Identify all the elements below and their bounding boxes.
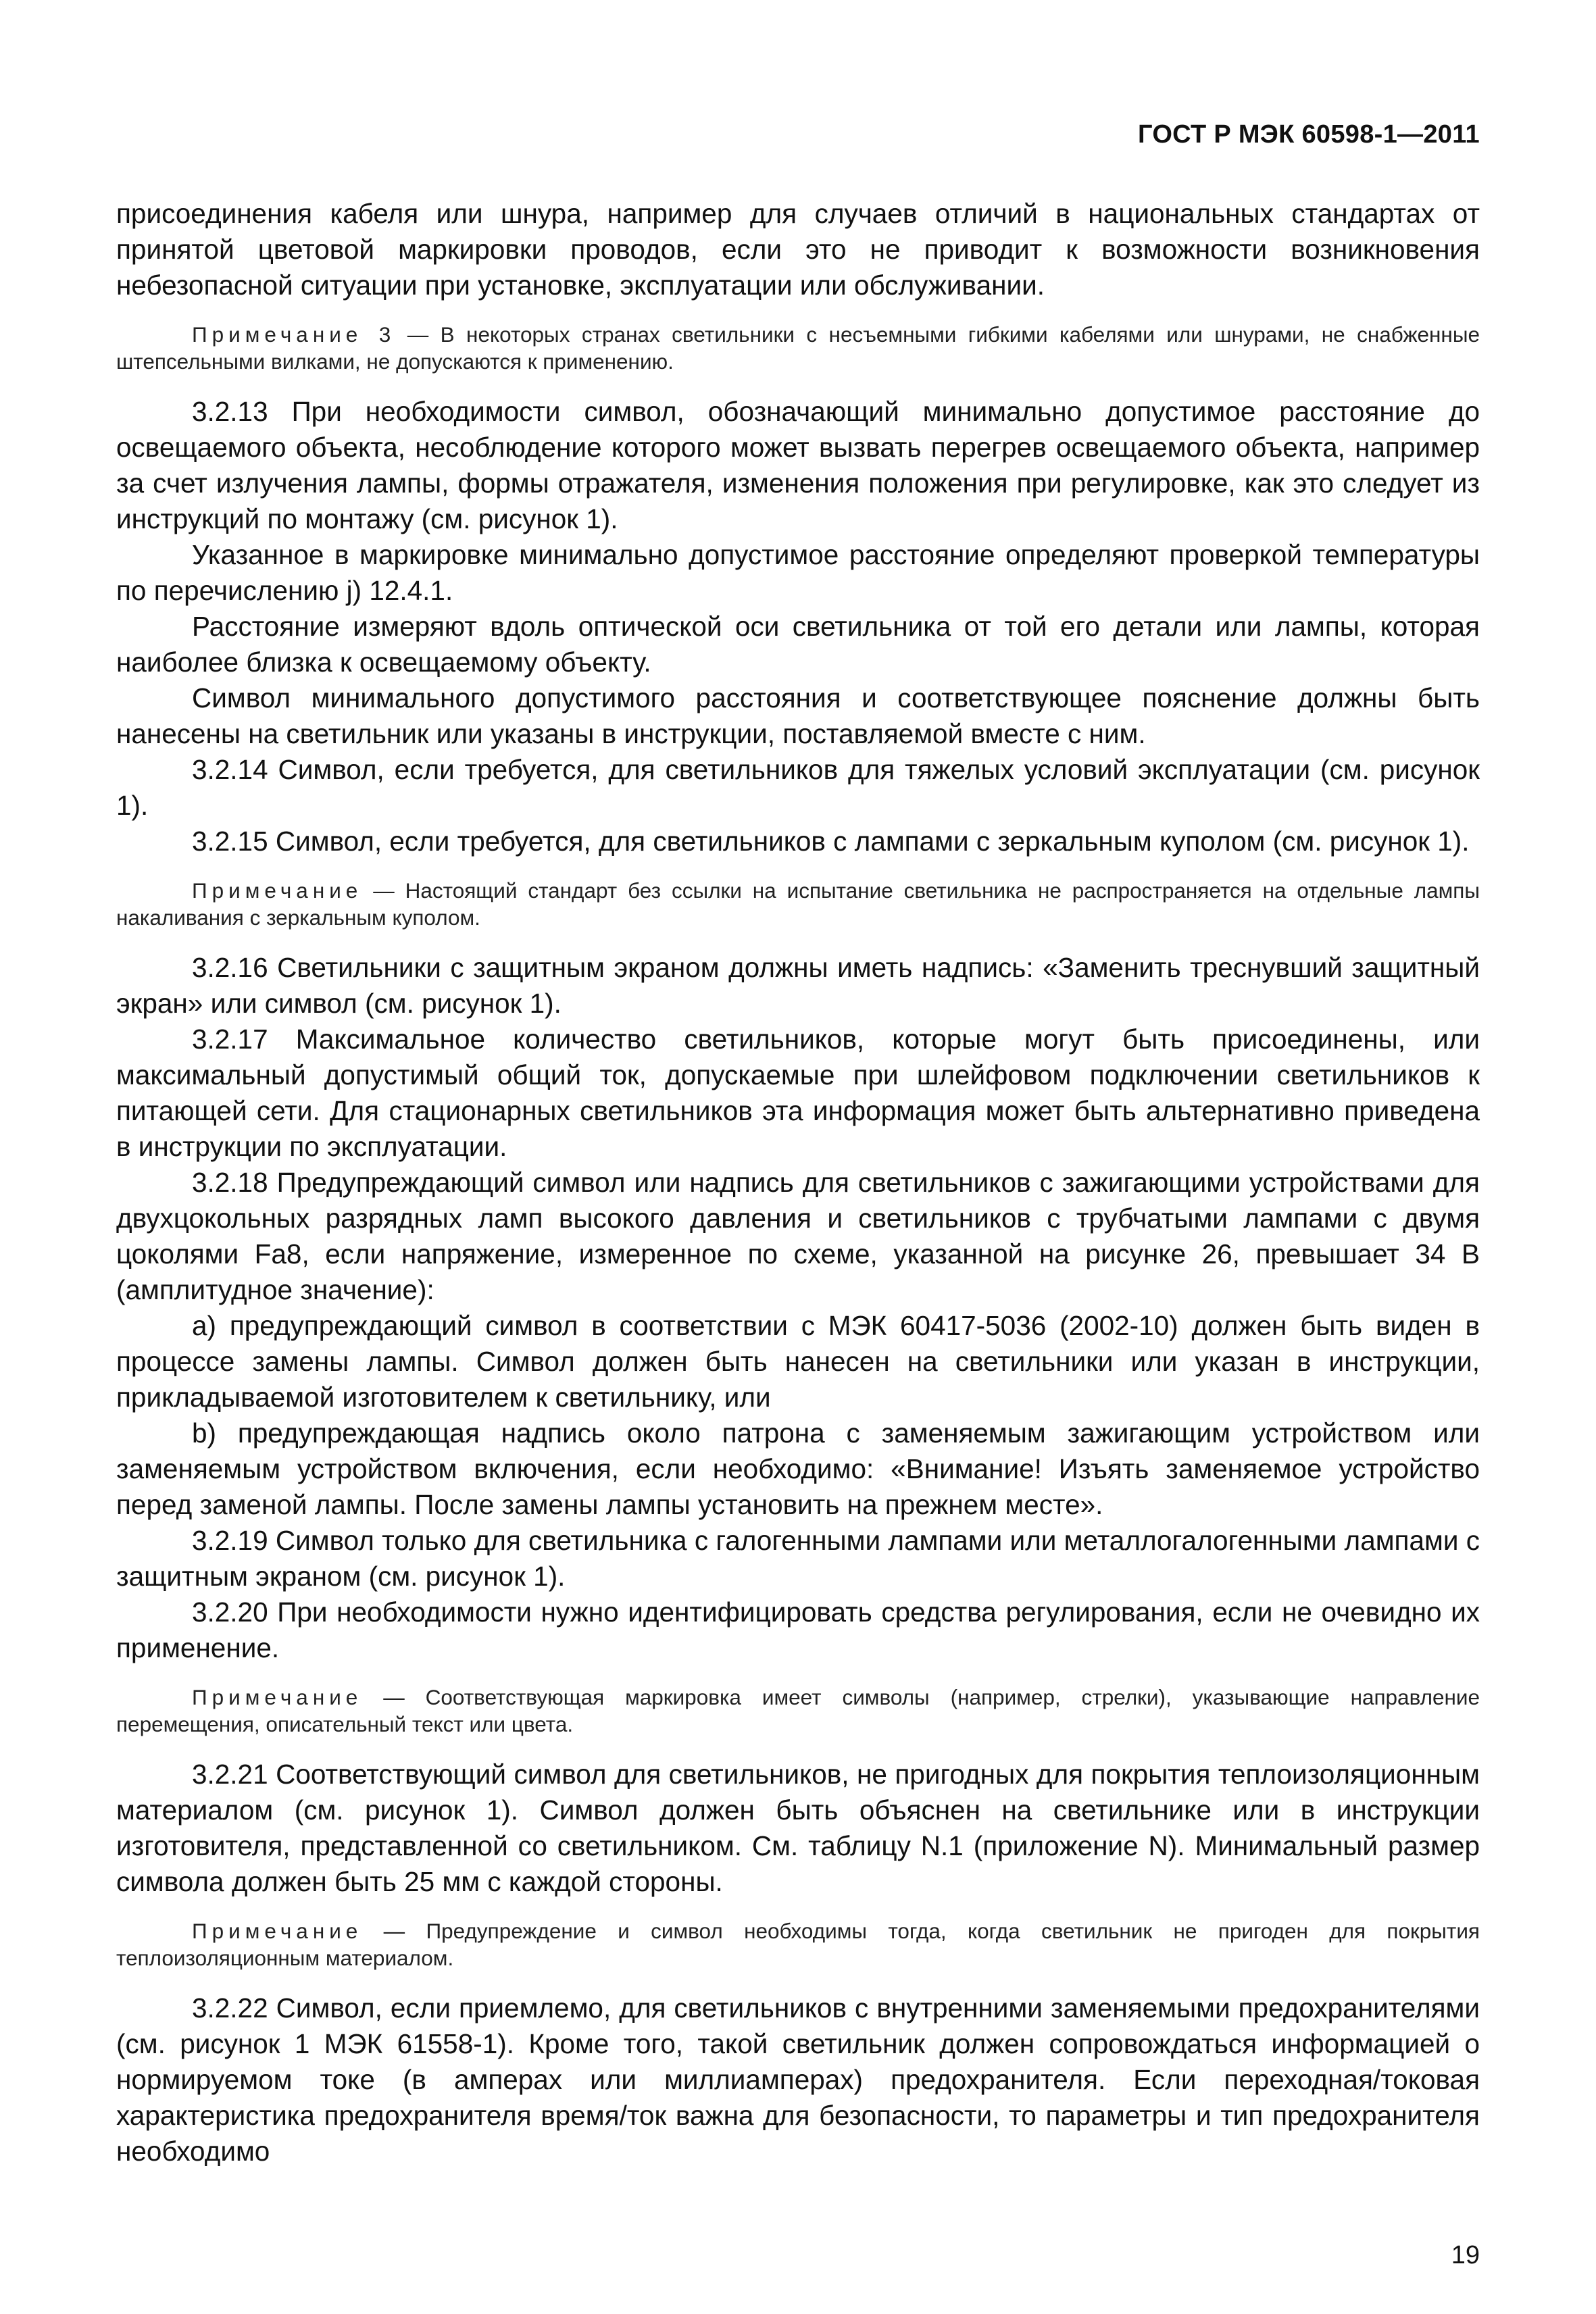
text-paragraph: 3.2.16 Светильники с защитным экраном должны иметь надпись: «Заменить треснувший защитный экран» или символ (см. рисунок 1). <box>116 952 1480 1019</box>
text-paragraph: 3.2.17 Максимальное количество светильников, которые могут быть присоединены, или максимальный допустимый общий ток, допускаемые при шлейфовом подключении светильников к питающей сети. Для стационарных светильников эта информация может быть альтернативно приведена в инструкции по эксплуатации. <box>116 1024 1480 1162</box>
note-text: — В некоторых странах светильники с несъемными гибкими кабелями или шнурами, не снабженные штепсельными вилками, не допускаются к применению. <box>116 322 1480 374</box>
note-text: — Настоящий стандарт без ссылки на испытание светильника не распространяется на отдельные лампы накаливания с зеркальным куполом. <box>116 878 1480 930</box>
note-paragraph <box>116 1684 1480 1738</box>
text-paragraph: 3.2.21 Соответствующий символ для светильников, не пригодных для покрытия теплоизоляционным материалом (см. рисунок 1). Символ должен быть объяснен на светильнике или в инструкции изготовителя, представленной со светильником. См. таблицу N.1 (приложение N). Минимальный размер символа должен быть 25 мм с каждой стороны. <box>116 1759 1480 1897</box>
text-paragraph: 3.2.18 Предупреждающий символ или надпись для светильников с зажигающими устройствами для двухцокольных разрядных ламп высокого давления и светильников с трубчатыми лампами с двумя цоколями Fa8, если напряжение, измеренное по схеме, указанной на рисунке 26, превышает 34 В (амплитудное значение): <box>116 1167 1480 1305</box>
page-number: 19 <box>1451 2241 1480 2269</box>
note-label: Примечание 3 <box>192 322 396 347</box>
text-paragraph: 3.2.20 При необходимости нужно идентифицировать средства регулирования, если не очевидно их применение. <box>116 1596 1480 1663</box>
body-text <box>116 196 1480 2169</box>
text-paragraph: 3.2.13 При необходимости символ, обозначающий минимально допустимое расстояние до освещаемого объекта, несоблюдение которого может вызвать перегрев освещаемого объекта, например за счет излучения лампы, формы отражателя, изменения положения при регулировке, как это следует из инструкций по монтажу (см. рисунок 1). <box>116 396 1480 534</box>
text-paragraph: 3.2.15 Символ, если требуется, для светильников с лампами с зеркальным куполом (см. рисунок 1). <box>192 826 1470 857</box>
text-paragraph: b) предупреждающая надпись около патрона с заменяемым зажигающим устройством или заменяемым устройством включения, если необходимо: «Внимание! Изъять заменяемое устройство перед заменой лампы. После замены лампы установить на прежнем месте». <box>116 1417 1480 1520</box>
note-paragraph <box>116 321 1480 375</box>
text-paragraph: Указанное в маркировке минимально допустимое расстояние определяют проверкой температуры по перечислению j) 12.4.1. <box>116 539 1480 606</box>
text-paragraph: 3.2.22 Символ, если приемлемо, для светильников с внутренними заменяемыми предохранителями (см. рисунок 1 МЭК 61558-1). Кроме того, такой светильник должен сопровождаться информацией о нормируемом токе (в амперах или миллиамперах) предохранителя. Если переходная/токовая характеристика предохранителя время/ток важна для безопасности, то параметры и тип предохранителя необходимо <box>116 1992 1480 2167</box>
note-label: Примечание <box>192 1685 363 1709</box>
note-text: — Соответствующая маркировка имеет символы (например, стрелки), указывающие направление перемещения, описательный текст или цвета. <box>116 1685 1480 1736</box>
note-label: Примечание <box>192 1919 363 1943</box>
text-paragraph: присоединения кабеля или шнура, например для случаев отличий в национальных стандартах от принятой цветовой маркировки проводов, если это не приводит к возможности возникновения небезопасной ситуации при установке, эксплуатации или обслуживании. <box>116 198 1480 301</box>
note-text: — Предупреждение и символ необходимы тогда, когда светильник не пригоден для покрытия теплоизоляционным материалом. <box>116 1919 1480 1970</box>
text-paragraph: 3.2.14 Символ, если требуется, для светильников для тяжелых условий эксплуатации (см. рисунок 1). <box>116 754 1480 821</box>
note-paragraph <box>116 877 1480 931</box>
note-label: Примечание <box>192 878 363 903</box>
note-paragraph <box>116 1917 1480 1971</box>
document-header: ГОСТ Р МЭК 60598-1—2011 <box>1137 120 1480 149</box>
text-paragraph: a) предупреждающий символ в соответствии с МЭК 60417-5036 (2002-10) должен быть виден в процессе замены лампы. Символ должен быть нанесен на светильники или указан в инструкции, прикладываемой изготовителем к светильнику, или <box>116 1310 1480 1413</box>
text-paragraph: Символ минимального допустимого расстояния и соответствующее пояснение должны быть нанесены на светильник или указаны в инструкции, поставляемой вместе с ним. <box>116 682 1480 749</box>
text-paragraph: Расстояние измеряют вдоль оптической оси светильника от той его детали или лампы, которая наиболее близка к освещаемому объекту. <box>116 611 1480 678</box>
text-paragraph: 3.2.19 Символ только для светильника с галогенными лампами или металлогалогенными лампами с защитным экраном (см. рисунок 1). <box>116 1525 1480 1592</box>
